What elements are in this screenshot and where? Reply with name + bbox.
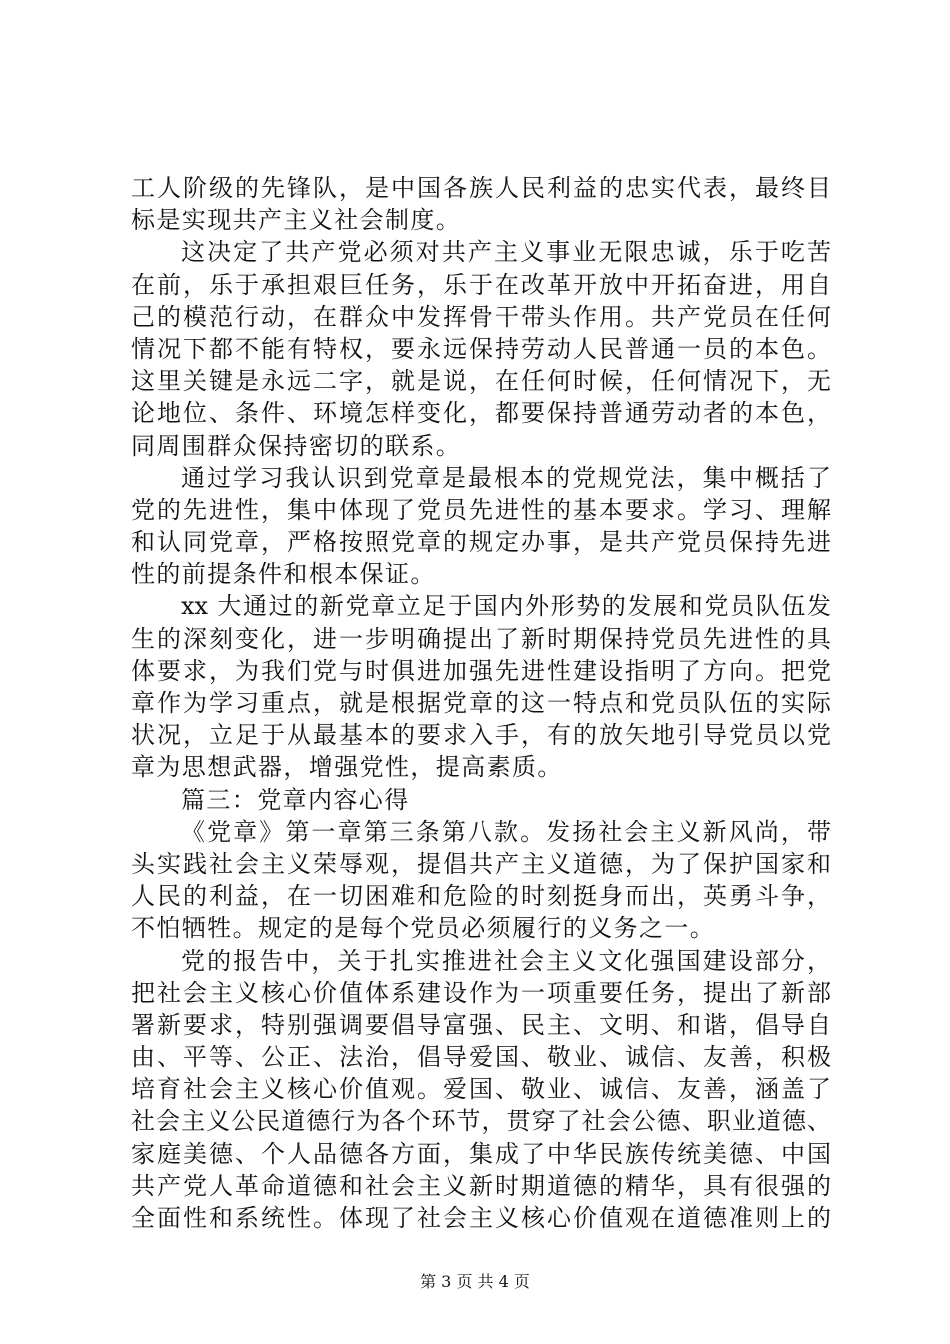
text-line: 共产党人革命道德和社会主义新时期道德的精华，具有很强的 xyxy=(131,1171,831,1200)
text-line: 社会主义公民道德行为各个环节，贯穿了社会公德、职业道德、 xyxy=(131,1107,831,1136)
section-heading: 篇三：党章内容心得 xyxy=(181,785,410,814)
text-line: 生的深刻变化，进一步明确提出了新时期保持党员先进性的具 xyxy=(131,624,831,653)
text-line: 培育社会主义核心价值观。爱国、敬业、诚信、友善，涵盖了 xyxy=(131,1075,831,1104)
text-line: 全面性和系统性。体现了社会主义核心价值观在道德准则上的 xyxy=(131,1204,831,1232)
text-line: 同周围群众保持密切的联系。 xyxy=(131,431,462,460)
document-body xyxy=(131,172,831,1234)
text-line: 章作为学习重点，就是根据党章的这一特点和党员队伍的实际 xyxy=(131,689,831,717)
text-line: 标是实现共产主义社会制度。 xyxy=(131,206,462,235)
text-line: 工人阶级的先锋队，是中国各族人民利益的忠实代表，最终目 xyxy=(131,174,831,202)
paragraph-start-line: 《党章》第一章第三条第八款。发扬社会主义新风尚，带 xyxy=(181,817,831,846)
page-number: 第 3 页 共 4 页 xyxy=(420,1272,530,1291)
text-line: 和认同党章，严格按照党章的规定办事，是共产党员保持先进 xyxy=(131,528,831,557)
paragraph-start-line: 党的报告中，关于扎实推进社会主义文化强国建设部分， xyxy=(181,946,831,975)
text-line: 署新要求，特别强调要倡导富强、民主、文明、和谐，倡导自 xyxy=(131,1010,831,1039)
text-line: 头实践社会主义荣辱观，提倡共产主义道德，为了保护国家和 xyxy=(131,849,831,878)
text-line: 在前，乐于承担艰巨任务，乐于在改革开放中开拓奋进，用自 xyxy=(131,270,831,299)
text-line: 不怕牺牲。规定的是每个党员必须履行的义务之一。 xyxy=(131,914,716,943)
text-line: 论地位、条件、环境怎样变化，都要保持普通劳动者的本色， xyxy=(131,399,831,428)
text-line: 家庭美德、个人品德各方面，集成了中华民族传统美德、中国 xyxy=(131,1139,831,1168)
paragraph-start-line: 这决定了共产党必须对共产主义事业无限忠诚，乐于吃苦 xyxy=(181,238,831,267)
text-line: 把社会主义核心价值体系建设作为一项重要任务，提出了新部 xyxy=(131,978,831,1007)
text-line: 由、平等、公正、法治，倡导爱国、敬业、诚信、友善，积极 xyxy=(131,1043,831,1072)
text-line: 人民的利益，在一切困难和危险的时刻挺身而出，英勇斗争， xyxy=(131,882,831,911)
paragraph-start-line: xx 大通过的新党章立足于国内外形势的发展和党员队伍发 xyxy=(181,592,831,621)
text-line: 党的先进性，集中体现了党员先进性的基本要求。学习、理解 xyxy=(131,495,831,524)
text-line: 状况，立足于从最基本的要求入手，有的放矢地引导党员以党 xyxy=(131,721,831,750)
page-footer xyxy=(0,1272,950,1292)
text-line: 性的前提条件和根本保证。 xyxy=(131,560,436,589)
text-line: 章为思想武器，增强党性，提高素质。 xyxy=(131,753,563,782)
text-line: 情况下都不能有特权，要永远保持劳动人民普通一员的本色。 xyxy=(131,334,831,363)
paragraph-start-line: 通过学习我认识到党章是最根本的党规党法，集中概括了 xyxy=(181,463,831,492)
text-line: 体要求，为我们党与时俱进加强先进性建设指明了方向。把党 xyxy=(131,656,831,685)
text-line: 这里关键是永远二字，就是说，在任何时候，任何情况下，无 xyxy=(131,367,831,396)
text-line: 己的模范行动，在群众中发挥骨干带头作用。共产党员在任何 xyxy=(131,302,831,331)
